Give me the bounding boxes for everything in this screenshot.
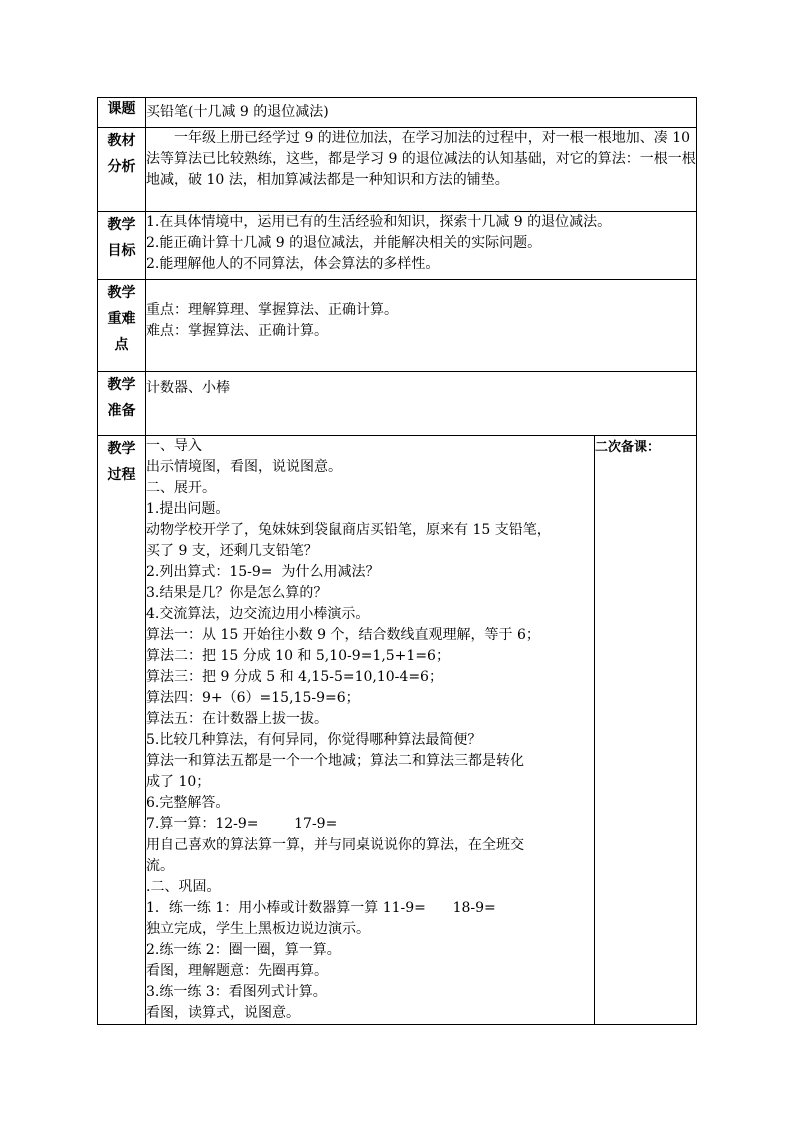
process-line: 算法五：在计数器上拔一拔。 [146,711,328,727]
process-line: 看图，读算式，说图意。 [146,1005,300,1021]
process-line: 流。 [146,858,174,874]
process-line: 7.算一算：12-9= 17-9= [146,816,338,832]
goal-item: 1.在具体情境中，运用已有的生活经验和知识，探索十几减 9 的退位减法。 [146,214,612,230]
key-points-row [98,280,697,372]
process-line: 4.交流算法，边交流边用小棒演示。 [146,606,370,622]
process-line: 用自己喜欢的算法算一算，并与同桌说说你的算法，在全班交 [146,837,524,853]
process-line: 6.完整解答。 [146,795,230,811]
process-line: 动物学校开学了，兔妹妹到袋鼠商店买铅笔，原来有 15 支铅笔， [146,522,551,538]
key-points-label: 教学 重难 点 [98,280,146,372]
process-line: 算法一和算法五都是一个一个地减；算法二和算法三都是转化 [146,753,524,769]
material-content: 一年级上册已经学过 9 的进位加法，在学习加法的过程中，对一根一根地加、凑 10 法等算法已比较熟练，这些，都是学习 9 的退位减法的认知基础，对它的算法：一根一根地减，破 10 法，相加算减法都是一种知识和方法的铺垫。 [146,128,697,212]
goal-item: 2.能正确计算十几减 9 的退位减法，并能解决相关的实际问题。 [146,235,542,251]
process-line: 2.练一练 2：圈一圈，算一算。 [146,942,341,958]
process-line: 二、展开。 [146,480,216,496]
process-line: 算法二：把 15 分成 10 和 5,10-9=1,5+1=6； [146,648,450,664]
process-line: .二、巩固。 [146,879,221,895]
preparation-row [98,372,697,436]
process-row [98,436,697,1025]
goal-item: 2.能理解他人的不同算法，体会算法的多样性。 [146,256,440,272]
lesson-plan-table [97,97,697,1025]
process-line: 1．练一练 1：用小棒或计数器算一算 11-9= 18-9= [146,900,496,916]
process-line: 1.提出问题。 [146,501,230,517]
goals-row [98,212,697,280]
process-line: 算法三：把 9 分成 5 和 4,15-5=10,10-4=6； [146,669,443,685]
goals-content [146,212,697,280]
process-line: 看图，理解题意：先圈再算。 [146,963,328,979]
topic-label: 课题 [98,98,146,128]
process-content [146,436,595,1025]
preparation-label: 教学 准备 [98,372,146,436]
process-line: 3.结果是几？你是怎么算的？ [146,585,328,601]
process-line: 5.比较几种算法，有何异同，你觉得哪种算法最简便？ [146,732,482,748]
process-line: 算法一：从 15 开始往小数 9 个，结合数线直观理解，等于 6； [146,627,540,643]
process-line: 成了 10； [146,774,211,790]
goals-label: 教学 目标 [98,212,146,280]
process-line: 买了 9 支，还剩几支铅笔？ [146,543,318,559]
preparation-content: 计数器、小棒 [146,372,697,436]
second-prep-note [595,436,697,1025]
process-label: 教学 过程 [98,436,146,1025]
topic-row [98,98,697,128]
topic-content: 买铅笔(十几减 9 的退位减法) [146,98,697,128]
process-line: 一、导入 [146,438,202,454]
process-line: 2.列出算式：15-9= 为什么用减法？ [146,564,380,580]
process-line: 算法四：9+（6）=15,15-9=6； [146,690,360,706]
process-line: 出示情境图，看图，说说图意。 [146,459,342,475]
key-point-item: 重点：理解算理、掌握算法、正确计算。 [146,302,398,318]
process-line: 3.练一练 3：看图列式计算。 [146,984,327,1000]
material-label: 教材 分析 [98,128,146,212]
key-points-content [146,280,697,372]
process-line: 独立完成，学生上黑板边说边演示。 [146,921,370,937]
key-point-item: 难点：掌握算法、正确计算。 [146,323,328,339]
material-row [98,128,697,212]
second-prep-label: 二次备课： [595,440,661,455]
